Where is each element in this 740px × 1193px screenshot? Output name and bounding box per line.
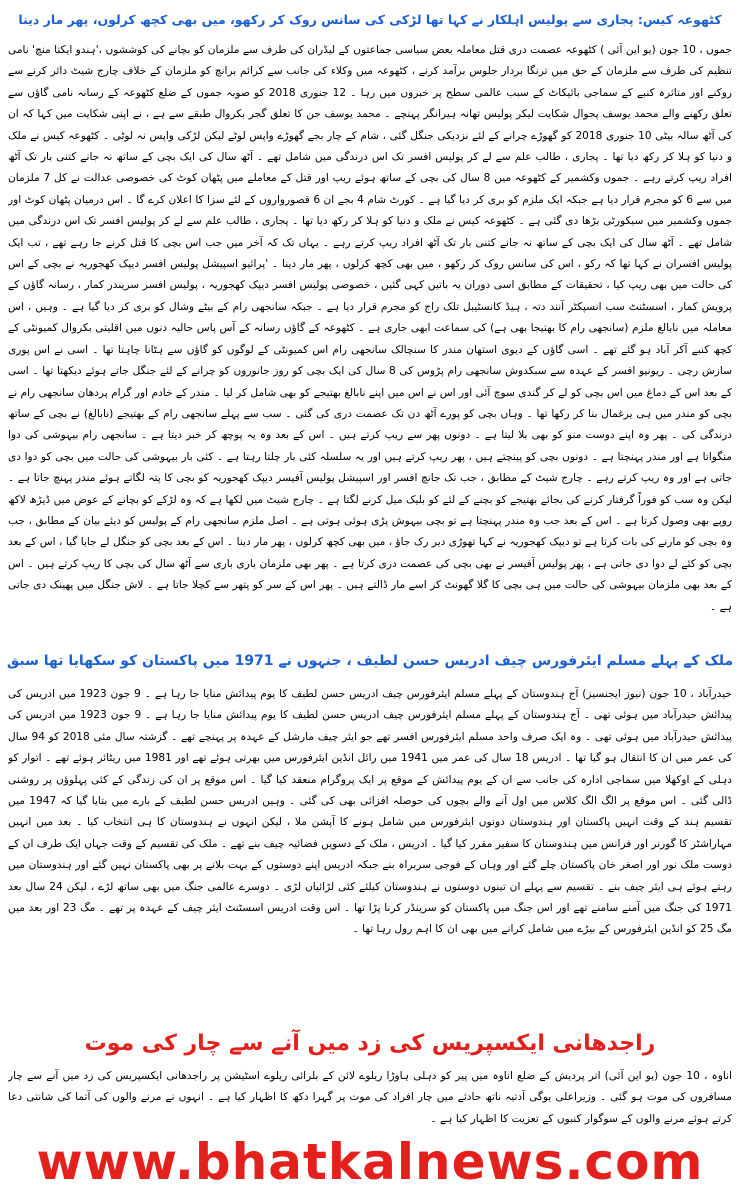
article-2-headline: ملک کے پہلے مسلم ایئرفورس چیف ادریس حسن لطیف ، جنہوں نے 1971 میں پاکستان کو سکھایا تھا سبق	[6, 653, 734, 669]
article-1-headline: کٹھوعہ کیس: پجاری سے پولیس اہلکار نے کہا تھا لڑکی کی سانس روک کر رکھو، میں بھی کچھ کرلوں، پھر مار دینا	[18, 12, 722, 27]
site-footer	[0, 1131, 740, 1193]
article-3-headline: راجدھانی ایکسپریس کی زد میں آنے سے چار کی موت	[84, 1031, 656, 1056]
article-3-body: اناوہ ، 10 جون (یو این آئی) اتر پردیش کے ضلع اناوہ میں پیر کو دہلی ہاوڑا ریلوے لائن کے بلرائی ریلوے اسٹیشن پر راجدھانی ایکسپریس کی زد میں آنے سے چار مسافروں کی موت ہو گئی ۔ وزیراعلی یوگی آدتیہ ناتھ حادثے میں چار افراد کی موت پر گہرا دکھ کا اظہار کیا ہے ۔ انہوں نے مرنے والوں کی آتما کی شانتی دعا کرتے ہوئے مرنے والوں کے سوگوار کنبوں کے تعزیت کا اظہار کیا ہے ۔	[8, 1070, 732, 1125]
site-url[interactable]: www.bhatkalnews.com	[36, 1133, 704, 1191]
article-2-body: حیدرآباد ، 10 جون (نیوز ایجنسیز) آج ہندوستان کے پہلے مسلم ایئرفورس چیف ادریس حسن لطیف کا یوم پیدائش منایا جا رہا ہے ۔ 9 جون 1923 میں ادریس کی پیدائش حیدرآباد میں ہوئی تھی ۔ آج ہندوستان کے پہلے مسلم ایئرفورس چیف ادریس حسن لطیف کا یوم پیدائش منایا جا رہا ہے ۔ 9 جون 1923 میں ادریس کی پیدائش حیدرآباد میں ہوئی تھی ۔ وہ ایک صرف واحد مسلم ایئرفورس افسر تھے جو ایئر چیف مارشل کے عہدہ پر پہنچے تھے ۔ گزشتہ سال مئی 2018 کو 94 سال کی عمر میں ان کا انتقال ہو گیا تھا ۔ ادریس 18 سال کی عمر میں 1941 میں رائل انڈین ایئرفورس میں بھرتی ہوئے تھے اور 1981 میں ریٹائر ہوئے تھے ۔ اتوار کو دہلی کے اوکھلا میں سماجی ادارہ کی جانب سے ان کے یوم پیدائش کے موقع پر ایک پروگرام منعقد کیا گیا ۔ اس موقع پر ان کی زندگی کے کئی پہلوؤں پر روشنی ڈالی گئی ۔ اس موقع پر الگ الگ کلاس میں اول آنے والے بچوں کی حوصلہ افزائی بھی کی گئی ۔ وہیں ادریس حسن لطیف کے بارے میں بتایا گیا کہ 1947 میں تقسیم ہند کے وقت انہیں پاکستان اور ہندوستان دونوں ایئرفورس میں شامل ہونے کا آپشن ملا ، لیکن انہوں نے ہندوستان کا ہی انتخاب کیا ۔ بعد میں انہیں مہاراشٹر کا گورنر اور فرانس میں ہندوستان کا سفیر مقرر کیا گیا ۔ ادریس ، ملک کے دسویں فضائیہ چیف بنے تھے ۔ ملک کی تقسیم کے وقت جہاں ایک طرف ان کے دوست ملک نور اور اصغر خان پاکستان چلے گئے اور وہاں کے فوجی سربراہ بنے جبکہ ادریس اپنے دوستوں کے بہت بلانے پر بھی پاکستان نہیں گئے اور ہندوستان میں رہتے ہوئے ہی ایئر چیف بنے ۔ تقسیم سے پہلے ان تینوں دوستوں نے ہندوستان کیلئے کئی لڑائیاں لڑی ۔ دوسرے عالمی جنگ میں بھی ساتھ لڑے ، لیکن 24 سال بعد 1971 کی جنگ میں آمنے سامنے تھے اور اس جنگ میں پاکستان کو سرینڈر کرنا پڑا تھا ۔ اس وقت ادریس اسسٹنٹ ایئر چیف کے عہدہ پر تھے ۔ مگ 23 اور بعد میں مگ 25 کو انڈین ایئرفورس کے بیڑے میں شامل کرانے میں بھی ان کا اہم رول رہا تھا ۔	[8, 688, 732, 936]
article-1-body: جموں ، 10 جون (یو این آئی ) کٹھوعہ عصمت دری قتل معاملہ بعض سیاسی جماعتوں کے لیڈران کی طرف سے ملزمان کو بچانے کی کوششوں ،'ہندو ایکتا منچ' نامی تنظیم کی طرف سے ملزمان کے حق میں ترنگا بردار جلوس برآمد کرنے ، کٹھوعہ میں وکلاء کی جانب سے کرائم برانچ کو ملزمان کے خلاف چارج شیٹ دائر کرنے سے روکنے اور متاثرہ کنبے کے سماجی بائیکاٹ کے سبب عالمی سطح پر خبروں میں رہا ۔ 12 جنوری 2018 کو صوبہ جموں کے ضلع کٹھوعہ کے رسانہ نامی گاؤں سے تعلق رکھنے والے محمد یوسف پجوال شکایت لیکر پولیس تھانہ ہیرانگر پہنچے ۔ محمد یوسف جن کا تعلق گجر بکروال طبقے سے ہے ، نے اپنی شکایت میں کہا کہ ان کی آٹھ سالہ بیٹی 10 جنوری 2018 کو گھوڑے چرانے کے لئے نزدیکی جنگل گئی ، شام کے چار بجے گھوڑے واپس لوٹے لیکن لڑکی واپس نہ لوٹی ۔ کٹھوعہ کیس نے ملک و دنیا کو ہلا کر رکھ دیا تھا ۔ پجاری ، طالب علم سے لے کر پولیس افسر تک اس درندگی میں شامل تھے ۔ آٹھ سال کی ایک بچی کے ساتھ نہ جانے کتنی بار تک آٹھ افراد ریپ کرتے رہے ۔ جموں وکشمیر کے کٹھوعہ میں 8 سال کی بچی کے ساتھ ہوئے ریپ اور قتل کے معاملے میں پٹھان کوٹ کی خصوصی عدالت نے کل 7 ملزمان میں سے 6 کو مجرم قرار دیا ہے جبکہ ایک ملزم کو بری کر دیا گیا ہے ۔ کورٹ شام 4 بجے ان 6 قصورواروں کے لئے سزا کا اعلان کرے گا ۔ اس درمیان پٹھان کوٹ اور جموں وکشمیر میں سیکورٹی بڑھا دی گئی ہے ۔ کٹھوعہ کیس نے ملک و دنیا کو ہلا کر رکھ دیا تھا ۔ پجاری ، طالب علم سے لے کر پولیس افسر تک اس درندگی میں شامل تھے ۔ آٹھ سال کی ایک بچی کے ساتھ نہ جانے کتنی بار تک آٹھ افراد ریپ کرتے رہے ۔ یہاں تک کہ آخر میں جب اس بچی کا قتل کرنے جا رہے تھے ، تب ایک پولیس افسران نے کہا تھا کہ رکو ، اس کی سانس روک کر رکھو ، میں بھی کچھ کرلوں ، پھر مار دینا ۔ 'پرائیو اسپیشل پولیس افسر دیپک کھجوریہ نے بچی کے اس کی حالت میں بھی ریپ کیا ، تحقیقات کے مطابق اسی دوران یہ باتیں کہی گئیں ، خصوصی پولیس افسر دیپک کھجوریہ ، پولیس افسر سریندر کمار ، رسانہ گاؤں کے پرویش کمار ، اسسٹنٹ سب انسپکٹر آنند دتہ ، ہیڈ کانسٹیبل تلک راج کو مجرم قرار دیا ہے ۔ جبکہ سانجھی رام کے بیٹے وشال کو بری کر دیا گیا ہے ۔ وہیں ، اس معاملہ میں نابالغ ملزم (سانجھی رام کا بھتیجا بھی ہے) کی سماعت ابھی جاری ہے ۔ کٹھوعہ کے گاؤں رسانہ کے آس پاس حالیہ دنوں میں اقلیتی بکروال کمیونٹی کے کچھ کنبے آکر آباد ہو گئے تھے ۔ اسی گاؤں کے دیوی استھان مندر کا سنچالک سانجھی رام اس کمیونٹی کے لوگوں کو گاؤں سے ہٹانا چاہتا تھا ۔ اسی نے اس پوری سازش رچی ۔ ریونیو افسر کے عہدہ سے سبکدوش سانجھی رام پڑوس کی 8 سال کی ایک بچی کو روز جانوروں کو چرانے کے لئے جنگل جاتے ہوئے دیکھتا تھا ۔ اسی کے بعد اس کے دماغ میں اس بچی کو لے کر گندی سوچ آئی اور اس نے اس میں اپنے نابالغ بھتیجے کو بھی شامل کر لیا ۔ مندر کے خادم اور گرام پردھان سانجھی رام نے بچی کو مندر میں ہی یرغمال بنا کر رکھا تھا ۔ وہاں بچی کو پورے آٹھ دن تک عصمت دری کی گئی ۔ سب سے پہلے سانجھی رام کے بھتیجے (نابالغ) نے بچی کے ساتھ درندگی کی ۔ پھر وہ اپنے دوست منو کو بھی بلا لیتا ہے ۔ دونوں پھر سے ریپ کرتے ہیں ۔ اس کے بعد وہ یہ پوچھ کر خبر دیتا ہے ۔ سانجھی رام بیہوشی کی دوا منگواتا ہے اور مندر پہنچتا ہے ۔ دونوں بچی کو پینچتے ہیں ، پھر ریپ کرتے ہیں اور یہ سلسلہ کئی بار چلتا رہتا ہے ۔ کئی بار بیہوشی کی حالت میں بچی کو دوا دی جاتی ہے اور وہ ریپ کرتے رہے ۔ چارج شیٹ کے مطابق ، جب تک جانچ افسر اور اسپیشل پولیس آفیسر دیپک کھجوریہ کو بچی کا پتہ لگاتے ہوئے مندر پہنچ جاتا ہے ۔ لیکن وہ سب کو فوراً گرفتار کرنے کی بجائے بھتیجے کو بچنے کے لئے کو بلیک میل کرنے لگتا ہے ۔ چارج شیٹ میں لکھا ہے کہ وہ لڑکے کو بچانے کے عوض میں ڈیڑھ لاکھ روپے بھی وصول کرتا ہے ۔ اس کے بعد جب وہ مندر پہنچتا ہے تو بچی بیہوش پڑی ہوئی ہوتی ہے ۔ اصل ملزم سانجھی رام کے پولیس کو دیئے بیان کے مطابق ، جب وہ بچی کو مارنے کی بات کرتا ہے تو دیپک کھجوریہ نے کہا تھوڑی دیر رک جاؤ ، میں بھی کچھ کرلوں ، پھر مار دینا ۔ اس کے بعد بچی کو جنگل لے جایا گیا ، اس کے بعد بچی کو کئے لے دوا دی جاتی ہے ، پھر پولیس آفیسر نے بھی بچی کی عصمت دری کرتا ہے ۔ پھر بھی ملزمان باری باری سے آٹھ سال کی بچی کا ریپ کرتے ہیں ۔ اس کے بعد بھی ملزمان بیہوشی کی حالت میں ہی بچی کا گلا گھونٹ کر اسے مار ڈالتے ہیں ۔ پھر اس کے سر کو پتھر سے کچلا جاتا ہے ۔ لاش جنگل میں پھینک دی جاتی ہے ۔	[8, 44, 732, 613]
